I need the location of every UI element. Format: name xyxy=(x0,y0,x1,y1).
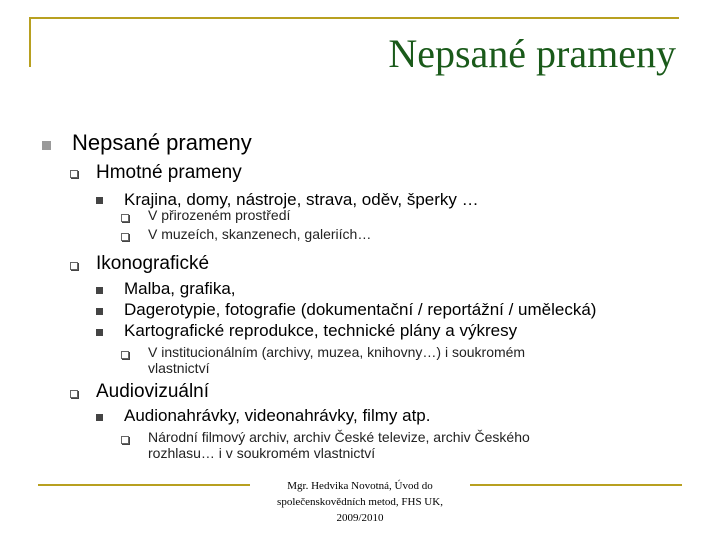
bullet-institucionalnim-cont: vlastnictví xyxy=(148,360,210,376)
bullet-hollow xyxy=(70,262,78,270)
bullet-malba: Malba, grafika, xyxy=(124,279,236,298)
bullet-hollow xyxy=(70,170,78,178)
bullet-kartograficke: Kartografické reprodukce, technické plány a výkresy xyxy=(124,321,518,340)
frame-top-line xyxy=(29,17,679,19)
frame-left-line xyxy=(29,17,31,67)
footer-line2: společenskovědních metod, FHS UK, xyxy=(277,496,443,508)
bullet-audionahravky: Audionahrávky, videonahrávky, filmy atp. xyxy=(124,406,431,425)
bullet-nepsane: Nepsané prameny xyxy=(72,130,252,155)
bullet-hmotne: Hmotné prameny xyxy=(96,162,242,183)
bullet-hollow xyxy=(121,436,129,444)
bullet-hollow xyxy=(121,351,129,359)
bullet-hollow xyxy=(70,390,78,398)
bullet-small xyxy=(96,287,103,294)
bullet-small xyxy=(96,414,103,421)
bullet-prirozenem: V přirozeném prostředí xyxy=(148,207,291,223)
bullet-muzeich: V muzeích, skanzenech, galeriích… xyxy=(148,226,372,242)
footer-line3: 2009/2010 xyxy=(336,512,384,524)
bullet-ikonograficke: Ikonografické xyxy=(96,253,210,274)
bullet-small xyxy=(96,329,103,336)
bullet-small xyxy=(96,308,103,315)
bullet-small xyxy=(96,197,103,204)
bullet-hollow xyxy=(121,233,129,241)
bullet-narodni: Národní filmový archiv, archiv České televize, archiv Českého xyxy=(148,429,530,445)
bullet-audiovizualni: Audiovizuální xyxy=(96,381,210,402)
bullet-square xyxy=(42,141,51,150)
bullet-institucionalnim: V institucionálním (archivy, muzea, knihovny…) i soukromém xyxy=(148,344,526,360)
bullet-hollow xyxy=(121,214,129,222)
slide-title: Nepsané prameny xyxy=(388,31,676,76)
bullet-krajina: Krajina, domy, nástroje, strava, oděv, šperky … xyxy=(124,190,479,209)
bullet-dagerotypie: Dagerotypie, fotografie (dokumentační / reportážní / umělecká) xyxy=(124,300,597,319)
bullet-narodni-cont: rozhlasu… i v soukromém vlastnictví xyxy=(148,445,376,461)
footer-credit xyxy=(250,478,470,526)
footer-line1: Mgr. Hedvika Novotná, Úvod do xyxy=(287,480,433,492)
